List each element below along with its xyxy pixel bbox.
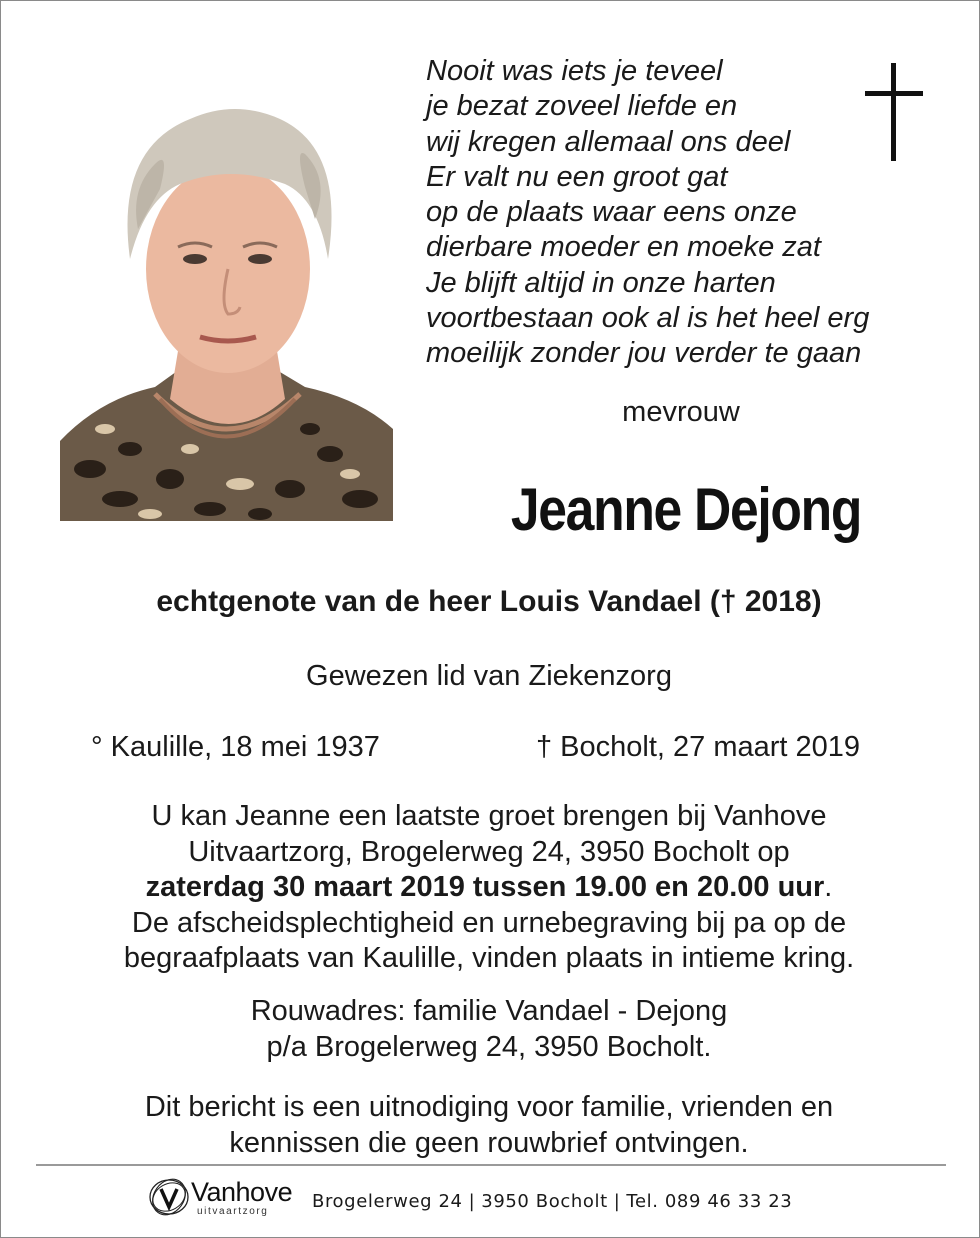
invitation-note: [1, 1090, 977, 1161]
visitation-date-line: [1, 870, 977, 906]
funeral-home-logo: [147, 1171, 307, 1223]
poem-line: wij kregen allemaal ons deel: [426, 125, 791, 158]
poem-line: op de plaats waar eens onze: [426, 196, 797, 229]
logo-name: Vanhove: [191, 1177, 293, 1207]
mourning-address: [1, 994, 977, 1065]
visitation-line: Uitvaartzorg, Brogelerweg 24, 3950 Bocholt op: [188, 835, 790, 868]
visitation-line: U kan Jeanne een laatste groet brengen bij Vanhove: [151, 800, 827, 832]
poem-line: Je blijft altijd in onze harten: [426, 266, 776, 299]
vanhove-logo-icon: [147, 1175, 191, 1219]
visitation-line: begraafplaats van Kaulille, vinden plaats in intieme kring.: [123, 942, 855, 975]
poem-line: voortbestaan ook al is het heel erg: [426, 302, 870, 335]
footer-separator: |: [468, 1191, 476, 1212]
visitation-date: zaterdag 30 maart 2019 tussen 19.00 en 20.00 uur: [145, 871, 825, 904]
footer-contact: [312, 1190, 792, 1214]
mourning-address-line: Rouwadres: familie Vandael - Dejong: [250, 995, 728, 1027]
mourning-address-line: p/a Brogelerweg 24, 3950 Bocholt.: [266, 1030, 712, 1063]
portrait-illustration: [60, 69, 393, 521]
poem-line: je bezat zoveel liefde en: [426, 90, 738, 123]
spouse-line: echtgenote van de heer Louis Vandael († 2018): [156, 585, 822, 618]
visitation-line: De afscheidsplechtigheid en urnebegraving bij pa op de: [131, 906, 847, 939]
memorial-poem: [426, 54, 869, 372]
birth-line: ° Kaulille, 18 mei 1937: [91, 731, 380, 763]
footer-phone: Tel. 089 46 33 23: [626, 1191, 793, 1212]
salutation: mevrouw: [622, 396, 740, 428]
logo-subtitle: uitvaartzorg: [197, 1206, 269, 1217]
visitation-date-punct: .: [824, 871, 833, 904]
invitation-line: Dit bericht is een uitnodiging voor familie, vrienden en: [144, 1091, 834, 1123]
visitation-text: [1, 799, 977, 977]
portrait-photo: [60, 69, 393, 521]
poem-line: dierbare moeder en moeke zat: [426, 231, 821, 264]
poem-line: moeilijk zonder jou verder te gaan: [426, 337, 862, 370]
latin-cross-icon: [865, 63, 923, 161]
footer-street: Brogelerweg 24: [312, 1191, 463, 1212]
membership-line: Gewezen lid van Ziekenzorg: [306, 660, 672, 692]
death-line: † Bocholt, 27 maart 2019: [536, 731, 861, 763]
deceased-name: Jeanne Dejong: [510, 476, 862, 543]
footer-separator: |: [613, 1191, 621, 1212]
invitation-line: kennissen die geen rouwbrief ontvingen.: [229, 1126, 749, 1159]
poem-line: Nooit was iets je teveel: [426, 55, 723, 87]
footer-divider: [36, 1164, 946, 1166]
poem-line: Er valt nu een groot gat: [426, 160, 728, 193]
footer-city: 3950 Bocholt: [481, 1191, 608, 1212]
